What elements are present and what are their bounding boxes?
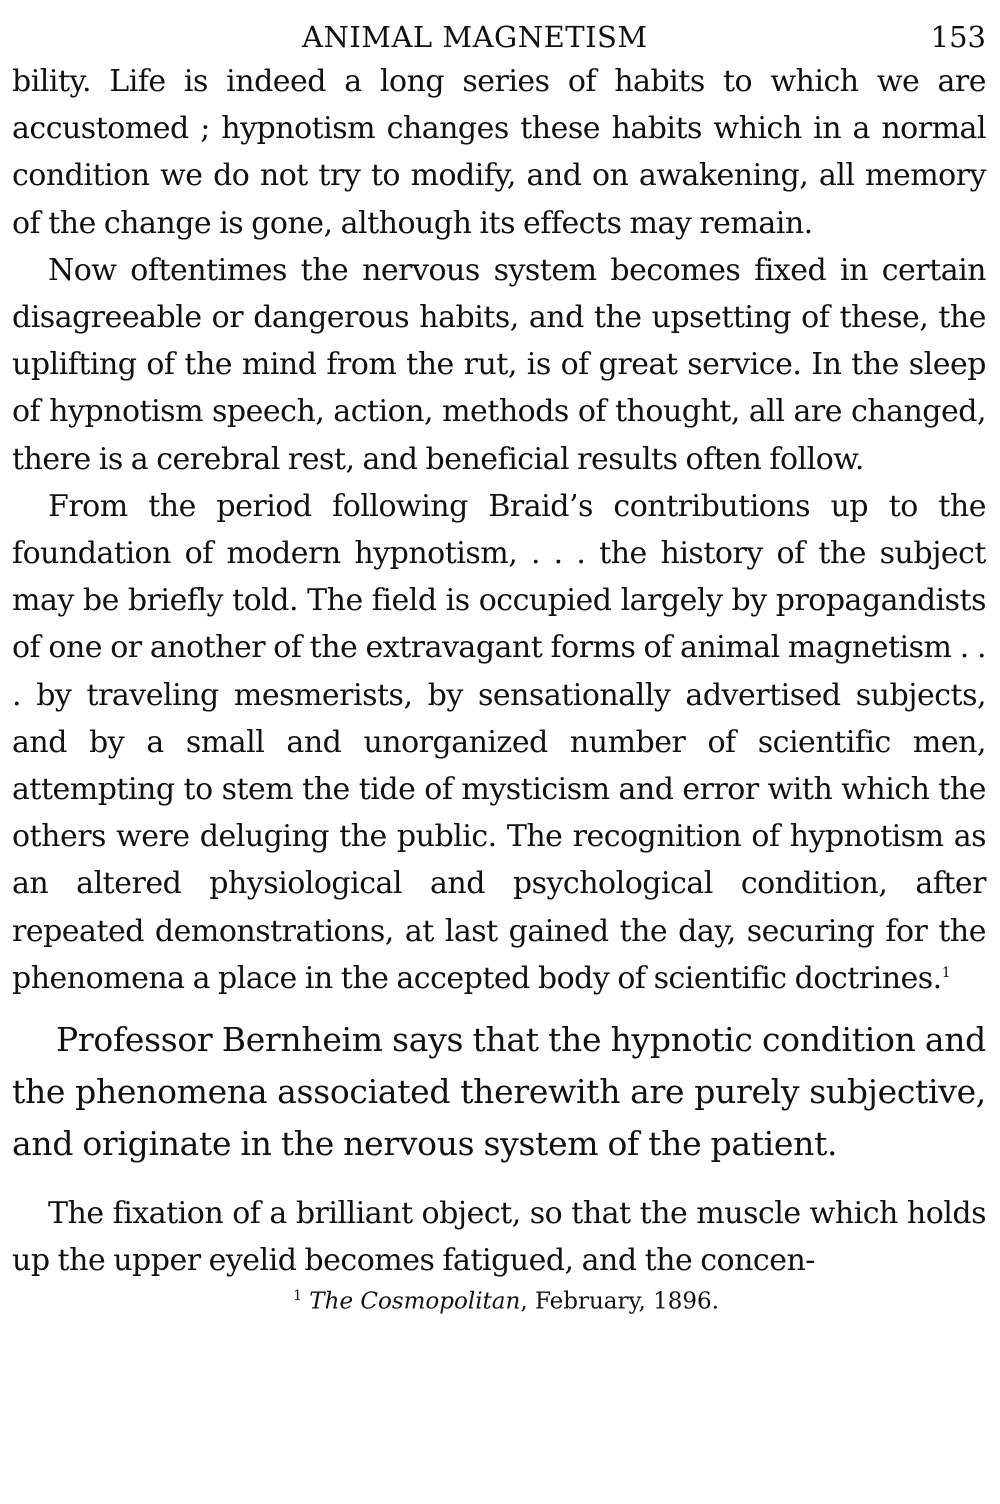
lower-text — [12, 1190, 986, 1284]
page-number: 153 — [930, 20, 986, 54]
paragraph-nervous-system: Now oftentimes the nervous system becomes fixed in certain disagreeable or dangerous habits, and the upsetting of these, the uplifting of the mind from the rut, is of great service. In the sleep of hypnotism speech, action, methods of thought, all are changed, there is a cerebral rest, and beneficial results often follow. — [12, 252, 986, 477]
bernheim-quote-text: Professor Bernheim says that the hypnotic condition and the phenomena associated therewith are purely subjective, and originate in the nervous system of the patient. — [12, 1020, 986, 1164]
paragraph-history-text: From the period following Braid’s contributions up to the foundation of modern hypnotism, . . . the history of the subject may be briefly told. The field is occupied largely by propagandists of one or another of the extravagant forms of animal magnetism . . . by traveling mesmerists, by sensationally advertised subjects, and by a small and unorganized number of scientific men, attempting to stem the tide of mysticism and error with which the others were deluging the public. The recognition of hypnotism as an altered physiological and psychological condition, after repeated demonstrations, at last gained the day, securing for the phenomena a place in the accepted body of scientific doctrines. — [12, 488, 986, 996]
paragraph-history — [12, 483, 986, 1002]
footnote — [12, 1288, 986, 1315]
running-title: ANIMAL MAGNETISM — [302, 20, 648, 54]
footnote-mark: 1 — [293, 1288, 302, 1305]
body-text — [12, 58, 986, 1002]
footnote-date: , February, 1896. — [520, 1289, 719, 1316]
bernheim-quote — [12, 1014, 986, 1170]
paragraph-fixation: The fixation of a brilliant object, so that the muscle which holds up the upper eyelid becomes fatigued, and the concen- — [12, 1196, 986, 1279]
paragraph-continuation: bility. Life is indeed a long series of habits to which we are accustomed ; hypnotism changes these habits which in a normal condition we do not try to modify, and on awakening, all memory of the change is gone, although its effects may remain. — [12, 64, 986, 241]
footnote-reference: 1 — [941, 964, 951, 981]
footnote-source: The Cosmopolitan — [309, 1289, 521, 1316]
running-head — [12, 14, 986, 58]
